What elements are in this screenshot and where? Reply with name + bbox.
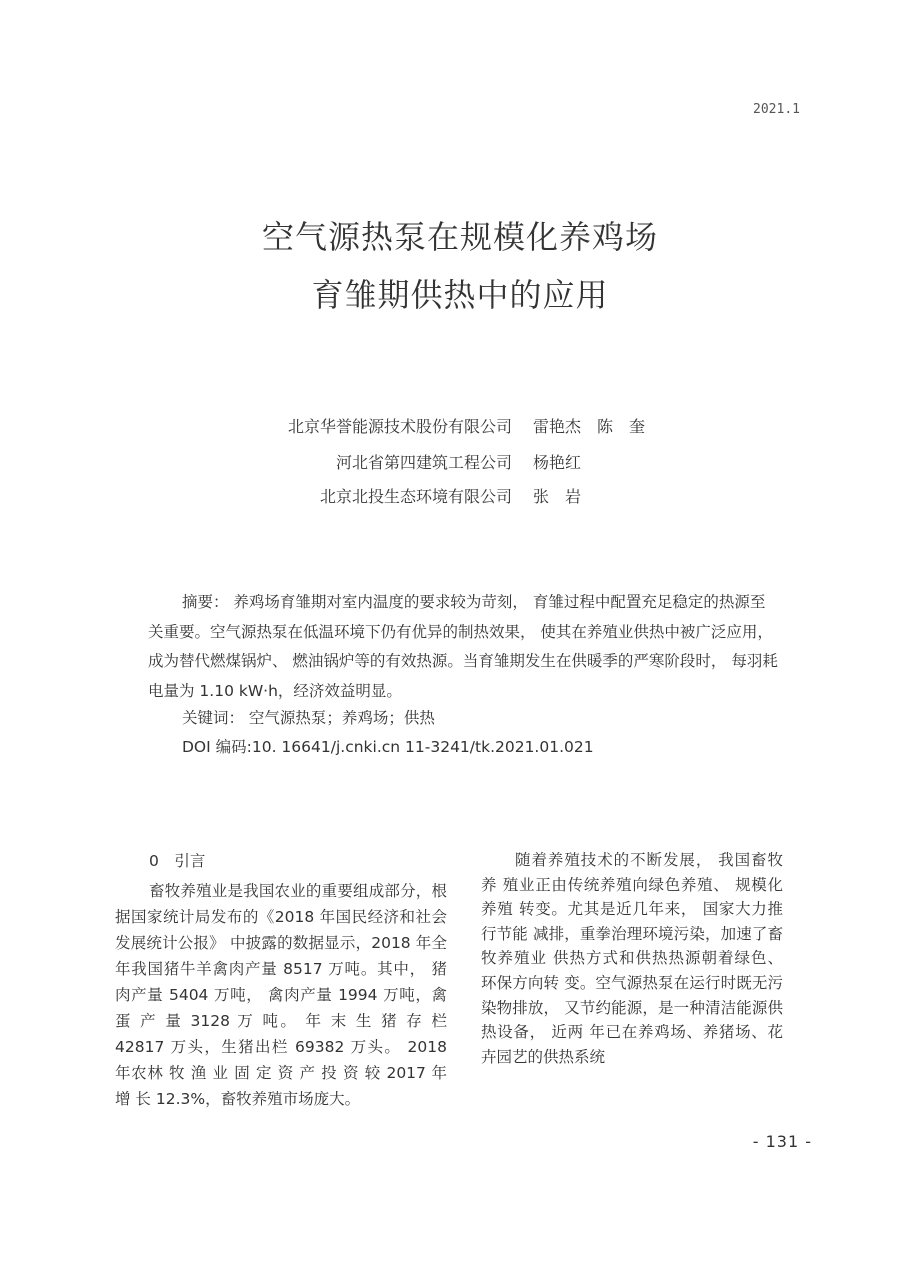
body-paragraph-right: 随着养殖技术的不断发展， 我国畜牧养 殖业正由传统养殖向绿色养殖、 规模化养殖 转变。尤其是近几年来， 国家大力推行节能 减排，重拳治理环境污染，加速了畜牧养殖业 供热方式和供热热源朝着绿色、 环保方向转 变。空气源热泵在运行时既无污染物排放， 又节约能源，是一种清洁能源供热设备， 近两 年已在养鸡场、养猪场、花卉园艺的供热系统 <box>481 851 783 1066</box>
issue-date: 2021.1 <box>753 102 800 117</box>
author-row-3 <box>0 484 920 514</box>
author-names: 雷艳杰 陈 奎 <box>533 417 646 436</box>
author-names: 杨艳红 <box>533 453 582 472</box>
body-column-left <box>115 848 447 1112</box>
author-organization: 北京北投生态环境有限公司 <box>319 487 512 506</box>
body-column-right <box>481 848 783 1069</box>
author-organization: 北京华誉能源技术股份有限公司 <box>287 417 512 436</box>
keywords-line: 关键词： 空气源热泵；养鸡场；供热 <box>182 709 435 727</box>
doi-line: DOI 编码:10. 16641/j.cnki.cn 11-3241/tk.2021.01.021 <box>182 738 594 756</box>
abstract-block <box>148 588 778 756</box>
abstract-text: 摘要： 养鸡场育雏期对室内温度的要求较为苛刻， 育雏过程中配置充足稳定的热源至关重要。空气源热泵在低温环境下仍有优异的制热效果， 使其在养殖业供热中被广泛应用， 成为替代燃煤锅炉、 燃油锅炉等的有效热源。当育雏期发生在供暖季的严寒阶段时， 每羽耗电量为 1.10 kW·h，经济效益明显。 <box>148 593 778 700</box>
article-title <box>0 208 920 324</box>
body-paragraph-left: 畜牧养殖业是我国农业的重要组成部分，根据国家统计局发布的《2018 年国民经济和社会发展统计公报》 中披露的数据显示，2018 年全年我国猪牛羊禽肉产量 8517 万吨。其中， 猪肉产量 5404 万吨， 禽肉产量 1994 万吨，禽 蛋 产 量 3128 万 吨。 年 末 生 猪 存 栏 42817 万头，生猪出栏 69382 万头。 2018 年农林 牧 渔 业 固 定 资 产 投 资 较 2017 年 增 长 12.3%，畜牧养殖市场庞大。 <box>115 882 447 1108</box>
author-names: 张 岩 <box>533 487 582 506</box>
author-row-1 <box>0 414 920 444</box>
title-line-2: 育雏期供热中的应用 <box>311 276 609 314</box>
section-heading: 0 引言 <box>149 852 206 870</box>
author-row-2 <box>0 450 920 480</box>
page-number: - 131 - <box>752 1132 812 1151</box>
title-line-1: 空气源热泵在规模化养鸡场 <box>261 218 658 256</box>
author-organization: 河北省第四建筑工程公司 <box>335 453 512 472</box>
